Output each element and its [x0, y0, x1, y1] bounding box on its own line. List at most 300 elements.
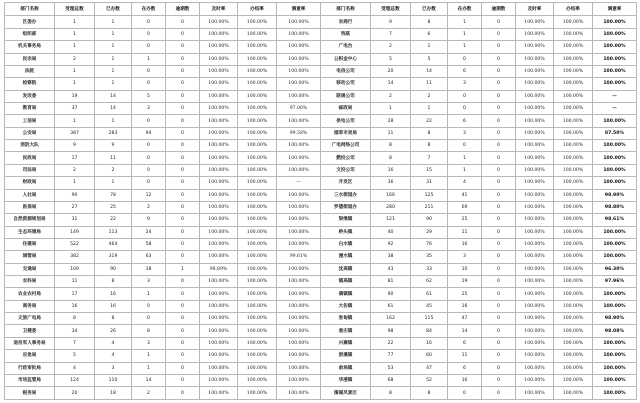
- table-cell: 280: [371, 201, 411, 213]
- table-cell: 0: [132, 140, 166, 152]
- department-name-cell: 农商行: [321, 16, 371, 28]
- table-cell: 0: [166, 41, 200, 53]
- table-cell: 8: [411, 387, 448, 400]
- table-cell: 100.00%: [277, 53, 321, 65]
- table-cell: 40: [371, 226, 411, 238]
- table-cell: 41: [448, 189, 482, 201]
- table-cell: 100.00%: [277, 276, 321, 288]
- table-cell: 0: [448, 387, 482, 400]
- table-cell: 100.00%: [516, 263, 554, 275]
- table-cell: 99.58%: [277, 127, 321, 139]
- table-row: [5, 325, 637, 337]
- table-cell: 100.00%: [238, 201, 277, 213]
- department-name-cell: 梁缘镇: [321, 214, 371, 226]
- table-cell: 100.00%: [554, 127, 593, 139]
- table-cell: 0: [166, 53, 200, 65]
- table-cell: 18: [132, 263, 166, 275]
- table-cell: 100.00%: [200, 313, 238, 325]
- table-cell: 100.00%: [238, 214, 277, 226]
- table-cell: 14: [95, 103, 132, 115]
- table-cell: 100.00%: [516, 140, 554, 152]
- table-cell: 11: [448, 350, 482, 362]
- table-cell: 76: [411, 238, 448, 250]
- table-row: [5, 115, 637, 127]
- table-cell: 100.00%: [277, 214, 321, 226]
- table-cell: 94: [132, 127, 166, 139]
- table-cell: 25: [448, 288, 482, 300]
- table-cell: 7: [411, 152, 448, 164]
- table-cell: 0: [166, 276, 200, 288]
- table-cell: 0: [166, 140, 200, 152]
- table-cell: 100.00%: [516, 226, 554, 238]
- department-name-cell: 广电网络公司: [321, 140, 371, 152]
- table-cell: 100.00%: [277, 201, 321, 213]
- table-row: [5, 140, 637, 152]
- table-cell: 6: [448, 115, 482, 127]
- table-cell: 0: [132, 164, 166, 176]
- table-cell: 100.00%: [516, 177, 554, 189]
- table-cell: 1: [95, 65, 132, 77]
- table-cell: 100.00%: [277, 337, 321, 349]
- table-cell: 8: [132, 325, 166, 337]
- table-cell: 1: [95, 177, 132, 189]
- table-cell: 100.00%: [516, 362, 554, 374]
- table-cell: 0: [166, 214, 200, 226]
- table-cell: 0: [166, 115, 200, 127]
- table-cell: 100.00%: [277, 226, 321, 238]
- table-cell: 19: [55, 90, 95, 102]
- table-row: [5, 164, 637, 176]
- table-cell: 100.00%: [554, 115, 593, 127]
- table-cell: 100.00%: [200, 152, 238, 164]
- table-cell: 43: [371, 263, 411, 275]
- table-row: [5, 214, 637, 226]
- table-cell: 0: [166, 164, 200, 176]
- table-cell: 100.00%: [516, 78, 554, 90]
- table-cell: 5: [371, 53, 411, 65]
- table-row: [5, 201, 637, 213]
- table-cell: 100.00%: [238, 53, 277, 65]
- table-cell: 1: [55, 41, 95, 53]
- department-name-cell: 农科局: [5, 276, 55, 288]
- department-name-cell: 机关事务局: [5, 41, 55, 53]
- department-name-cell: 桥头镇: [321, 226, 371, 238]
- table-cell: 100.00%: [277, 115, 321, 127]
- department-name-cell: 行政审批局: [5, 362, 55, 374]
- table-cell: 0: [166, 177, 200, 189]
- table-cell: 0: [482, 251, 516, 263]
- table-cell: 100.00%: [554, 53, 593, 65]
- table-cell: 100.00%: [516, 337, 554, 349]
- table-cell: 10: [448, 263, 482, 275]
- table-cell: 16: [448, 300, 482, 312]
- table-cell: 3: [448, 127, 482, 139]
- table-cell: 11: [95, 152, 132, 164]
- table-cell: 100.00%: [277, 65, 321, 77]
- table-cell: 100.00%: [277, 300, 321, 312]
- table-cell: 100.00%: [277, 350, 321, 362]
- table-cell: 100.00%: [277, 28, 321, 40]
- table-cell: 0: [166, 313, 200, 325]
- table-cell: 0: [482, 152, 516, 164]
- table-cell: 387: [55, 127, 95, 139]
- table-cell: 100.00%: [554, 152, 593, 164]
- table-cell: 36: [371, 177, 411, 189]
- table-row: [5, 177, 637, 189]
- table-cell: 100.00%: [200, 201, 238, 213]
- table-cell: 100.00%: [238, 90, 277, 102]
- table-cell: 0: [132, 28, 166, 40]
- table-cell: 17: [55, 288, 95, 300]
- table-cell: 25: [448, 214, 482, 226]
- table-cell: 100.00%: [593, 288, 637, 300]
- table-cell: 7: [371, 28, 411, 40]
- table-cell: 98.89%: [200, 263, 238, 275]
- table-cell: 100.00%: [238, 140, 277, 152]
- department-name-cell: 生态环境局: [5, 226, 55, 238]
- table-cell: 1: [132, 350, 166, 362]
- table-cell: 100.00%: [554, 28, 593, 40]
- table-cell: 100.00%: [277, 90, 321, 102]
- table-cell: 100.00%: [593, 53, 637, 65]
- table-cell: 0: [482, 350, 516, 362]
- table-cell: 100.00%: [554, 214, 593, 226]
- table-cell: 1: [411, 103, 448, 115]
- department-name-cell: 商务局: [5, 300, 55, 312]
- table-cell: 35: [411, 251, 448, 263]
- table-cell: 4: [95, 350, 132, 362]
- department-name-cell: 兴寨镇: [321, 337, 371, 349]
- table-cell: 100.00%: [516, 16, 554, 28]
- table-cell: 100.00%: [554, 164, 593, 176]
- table-cell: —: [277, 177, 321, 189]
- table-cell: 2: [411, 90, 448, 102]
- table-cell: 100.00%: [200, 350, 238, 362]
- department-name-cell: 民宗局: [5, 53, 55, 65]
- table-cell: 522: [55, 238, 95, 250]
- department-name-cell: 偶镇镇: [321, 288, 371, 300]
- table-cell: 47: [411, 362, 448, 374]
- table-cell: 100.00%: [554, 238, 593, 250]
- table-cell: 100.00%: [200, 90, 238, 102]
- table-cell: 100.00%: [516, 251, 554, 263]
- table-cell: 0: [132, 78, 166, 90]
- department-name-cell: 烟草专卖局: [321, 127, 371, 139]
- table-cell: 8: [371, 140, 411, 152]
- table-cell: 100.00%: [200, 103, 238, 115]
- table-cell: 100.00%: [238, 41, 277, 53]
- table-row: [5, 53, 637, 65]
- table-cell: 22: [371, 337, 411, 349]
- table-cell: 100.00%: [277, 288, 321, 300]
- table-cell: 100.00%: [516, 350, 554, 362]
- table-cell: 100.00%: [593, 238, 637, 250]
- table-cell: 8: [411, 127, 448, 139]
- table-cell: 100.00%: [593, 78, 637, 90]
- department-name-cell: 残联: [321, 28, 371, 40]
- table-cell: 100.00%: [238, 276, 277, 288]
- table-cell: 100.00%: [200, 140, 238, 152]
- department-name-cell: 发改委: [5, 90, 55, 102]
- table-cell: 99.61%: [277, 251, 321, 263]
- table-cell: 0: [166, 238, 200, 250]
- table-cell: 0: [132, 313, 166, 325]
- table-cell: 100.00%: [277, 263, 321, 275]
- table-row: [5, 276, 637, 288]
- table-row: [5, 103, 637, 115]
- table-cell: 5: [411, 53, 448, 65]
- table-cell: 100.00%: [554, 276, 593, 288]
- table-cell: 100.00%: [277, 325, 321, 337]
- table-cell: 100.00%: [516, 53, 554, 65]
- table-cell: 2: [371, 90, 411, 102]
- table-row: [5, 127, 637, 139]
- table-cell: 98.08%: [593, 325, 637, 337]
- table-cell: 14: [132, 374, 166, 386]
- table-cell: 0: [482, 214, 516, 226]
- table-cell: 84: [411, 325, 448, 337]
- table-cell: 1: [411, 41, 448, 53]
- column-header: 部门名称: [5, 3, 55, 16]
- table-cell: 100.00%: [593, 177, 637, 189]
- table-row: [5, 189, 637, 201]
- table-cell: 87.50%: [593, 127, 637, 139]
- table-cell: 6: [448, 65, 482, 77]
- department-name-cell: 镇高镇: [321, 276, 371, 288]
- table-cell: 31: [55, 214, 95, 226]
- table-cell: 1: [132, 53, 166, 65]
- department-name-cell: 税务局: [5, 387, 55, 400]
- table-cell: 2: [95, 164, 132, 176]
- table-cell: 62: [411, 276, 448, 288]
- table-cell: 0: [132, 300, 166, 312]
- table-cell: 3: [448, 251, 482, 263]
- table-cell: 20: [55, 387, 95, 400]
- table-cell: 0: [482, 325, 516, 337]
- table-cell: 63: [132, 251, 166, 263]
- table-cell: 0: [482, 201, 516, 213]
- table-cell: 100.00%: [593, 300, 637, 312]
- table-cell: 100.00%: [200, 65, 238, 77]
- column-header: 已办数: [411, 3, 448, 16]
- table-cell: 98.90%: [593, 313, 637, 325]
- table-cell: 100.00%: [593, 41, 637, 53]
- table-cell: 0: [482, 115, 516, 127]
- table-cell: 100.00%: [593, 350, 637, 362]
- table-cell: 7: [55, 337, 95, 349]
- table-cell: 16: [371, 164, 411, 176]
- department-name-cell: 人社局: [5, 189, 55, 201]
- table-cell: —: [593, 90, 637, 102]
- table-cell: 1: [95, 41, 132, 53]
- table-cell: 113: [95, 226, 132, 238]
- department-name-cell: 组织部: [5, 28, 55, 40]
- table-cell: 9: [95, 140, 132, 152]
- table-cell: 125: [411, 189, 448, 201]
- column-header: 逾期数: [482, 3, 516, 16]
- table-cell: 1: [95, 115, 132, 127]
- table-cell: 0: [166, 127, 200, 139]
- table-cell: 1: [55, 16, 95, 28]
- table-cell: 28: [371, 115, 411, 127]
- table-cell: 100.00%: [516, 164, 554, 176]
- table-cell: 100.00%: [238, 28, 277, 40]
- column-header: 部门名称: [321, 3, 371, 16]
- table-cell: 100.00%: [593, 16, 637, 28]
- table-cell: 100.00%: [200, 374, 238, 386]
- table-cell: 100.00%: [516, 90, 554, 102]
- table-cell: 100.00%: [554, 350, 593, 362]
- table-cell: 16: [411, 337, 448, 349]
- table-cell: 0: [482, 164, 516, 176]
- table-cell: 0: [132, 65, 166, 77]
- department-name-cell: 白水镇: [321, 238, 371, 250]
- table-cell: 100.00%: [554, 189, 593, 201]
- table-cell: 6: [448, 362, 482, 374]
- table-cell: 0: [482, 300, 516, 312]
- table-cell: 0: [166, 226, 200, 238]
- table-cell: 0: [166, 288, 200, 300]
- table-cell: 0: [132, 41, 166, 53]
- table-cell: 2: [132, 387, 166, 400]
- table-cell: 100.00%: [238, 16, 277, 28]
- table-cell: 90: [411, 214, 448, 226]
- table-cell: 15: [411, 164, 448, 176]
- table-cell: 100.00%: [593, 362, 637, 374]
- table-cell: 22: [411, 115, 448, 127]
- table-cell: 100.00%: [554, 201, 593, 213]
- table-row: [5, 16, 637, 28]
- table-cell: 100.00%: [238, 226, 277, 238]
- table-cell: 100.00%: [516, 201, 554, 213]
- table-cell: 100.00%: [277, 362, 321, 374]
- table-row: [5, 350, 637, 362]
- table-cell: 1: [448, 41, 482, 53]
- table-cell: 90: [371, 288, 411, 300]
- department-name-cell: 燃投公司: [321, 152, 371, 164]
- table-cell: 81: [371, 276, 411, 288]
- department-name-cell: 邮政局: [321, 103, 371, 115]
- table-cell: 464: [95, 238, 132, 250]
- table-cell: 100.00%: [554, 263, 593, 275]
- column-header: 在办数: [448, 3, 482, 16]
- table-cell: 8: [411, 140, 448, 152]
- department-name-cell: 司法局: [5, 164, 55, 176]
- department-name-cell: 罗德街道办: [321, 201, 371, 213]
- table-cell: 100.00%: [554, 16, 593, 28]
- table-cell: 37: [55, 103, 95, 115]
- department-name-cell: 应急局: [5, 350, 55, 362]
- table-cell: 4: [95, 337, 132, 349]
- table-cell: 100.00%: [238, 300, 277, 312]
- column-header: 已办数: [95, 3, 132, 16]
- table-cell: 33: [411, 263, 448, 275]
- table-cell: 1: [166, 263, 200, 275]
- table-cell: 0: [166, 90, 200, 102]
- table-cell: 100.00%: [554, 362, 593, 374]
- table-cell: 92: [371, 238, 411, 250]
- table-cell: 97.06%: [277, 103, 321, 115]
- table-cell: 100.00%: [238, 350, 277, 362]
- report-table: [4, 2, 637, 400]
- table-cell: 1: [55, 115, 95, 127]
- table-cell: 8: [95, 276, 132, 288]
- header-row: [5, 3, 637, 16]
- table-cell: 100.00%: [238, 177, 277, 189]
- column-header: 满意率: [593, 3, 637, 16]
- table-cell: 100.00%: [593, 374, 637, 386]
- table-cell: 100.00%: [516, 152, 554, 164]
- table-cell: 3: [95, 362, 132, 374]
- table-cell: 100.00%: [200, 115, 238, 127]
- table-cell: 100.00%: [554, 374, 593, 386]
- table-cell: 100.00%: [200, 300, 238, 312]
- table-cell: 1: [371, 103, 411, 115]
- table-cell: 90: [95, 263, 132, 275]
- table-cell: 162: [371, 313, 411, 325]
- table-cell: 27: [55, 201, 95, 213]
- table-cell: 34: [55, 325, 95, 337]
- table-cell: 8: [55, 313, 95, 325]
- department-name-cell: 区委办: [5, 16, 55, 28]
- table-cell: 100.00%: [593, 387, 637, 400]
- table-cell: 100.00%: [277, 78, 321, 90]
- table-cell: 0: [482, 276, 516, 288]
- table-cell: 100.00%: [516, 115, 554, 127]
- table-cell: —: [593, 103, 637, 115]
- table-row: [5, 78, 637, 90]
- table-cell: 115: [411, 313, 448, 325]
- table-cell: 100.00%: [277, 374, 321, 386]
- table-cell: 100.00%: [238, 263, 277, 275]
- table-cell: 100.00%: [516, 103, 554, 115]
- table-cell: 166: [371, 189, 411, 201]
- table-cell: 26: [95, 325, 132, 337]
- table-cell: 20: [371, 65, 411, 77]
- table-cell: 2: [55, 164, 95, 176]
- table-cell: 0: [482, 65, 516, 77]
- column-header: 办结率: [238, 3, 277, 16]
- department-name-cell: 财政局: [5, 177, 55, 189]
- table-cell: 100.00%: [593, 140, 637, 152]
- table-row: [5, 238, 637, 250]
- department-name-cell: 法院: [5, 65, 55, 77]
- table-cell: 0: [482, 103, 516, 115]
- table-cell: 100.00%: [516, 65, 554, 77]
- table-row: [5, 374, 637, 386]
- table-cell: 2: [132, 201, 166, 213]
- department-name-cell: 工信局: [5, 115, 55, 127]
- table-cell: 1: [448, 28, 482, 40]
- table-cell: 1: [95, 53, 132, 65]
- table-cell: 100.00%: [238, 387, 277, 400]
- table-cell: 0: [166, 350, 200, 362]
- table-row: [5, 300, 637, 312]
- table-cell: 100.00%: [238, 288, 277, 300]
- department-name-cell: 华港镇: [321, 374, 371, 386]
- table-cell: 0: [448, 90, 482, 102]
- table-cell: 1: [448, 16, 482, 28]
- table-cell: 100.00%: [593, 226, 637, 238]
- table-cell: 0: [166, 103, 200, 115]
- table-cell: 100.00%: [554, 300, 593, 312]
- table-cell: 100.00%: [200, 251, 238, 263]
- table-cell: 100.00%: [200, 387, 238, 400]
- table-cell: 9: [371, 16, 411, 28]
- table-cell: 96.30%: [593, 263, 637, 275]
- table-cell: 100.00%: [516, 41, 554, 53]
- table-cell: 100.00%: [200, 164, 238, 176]
